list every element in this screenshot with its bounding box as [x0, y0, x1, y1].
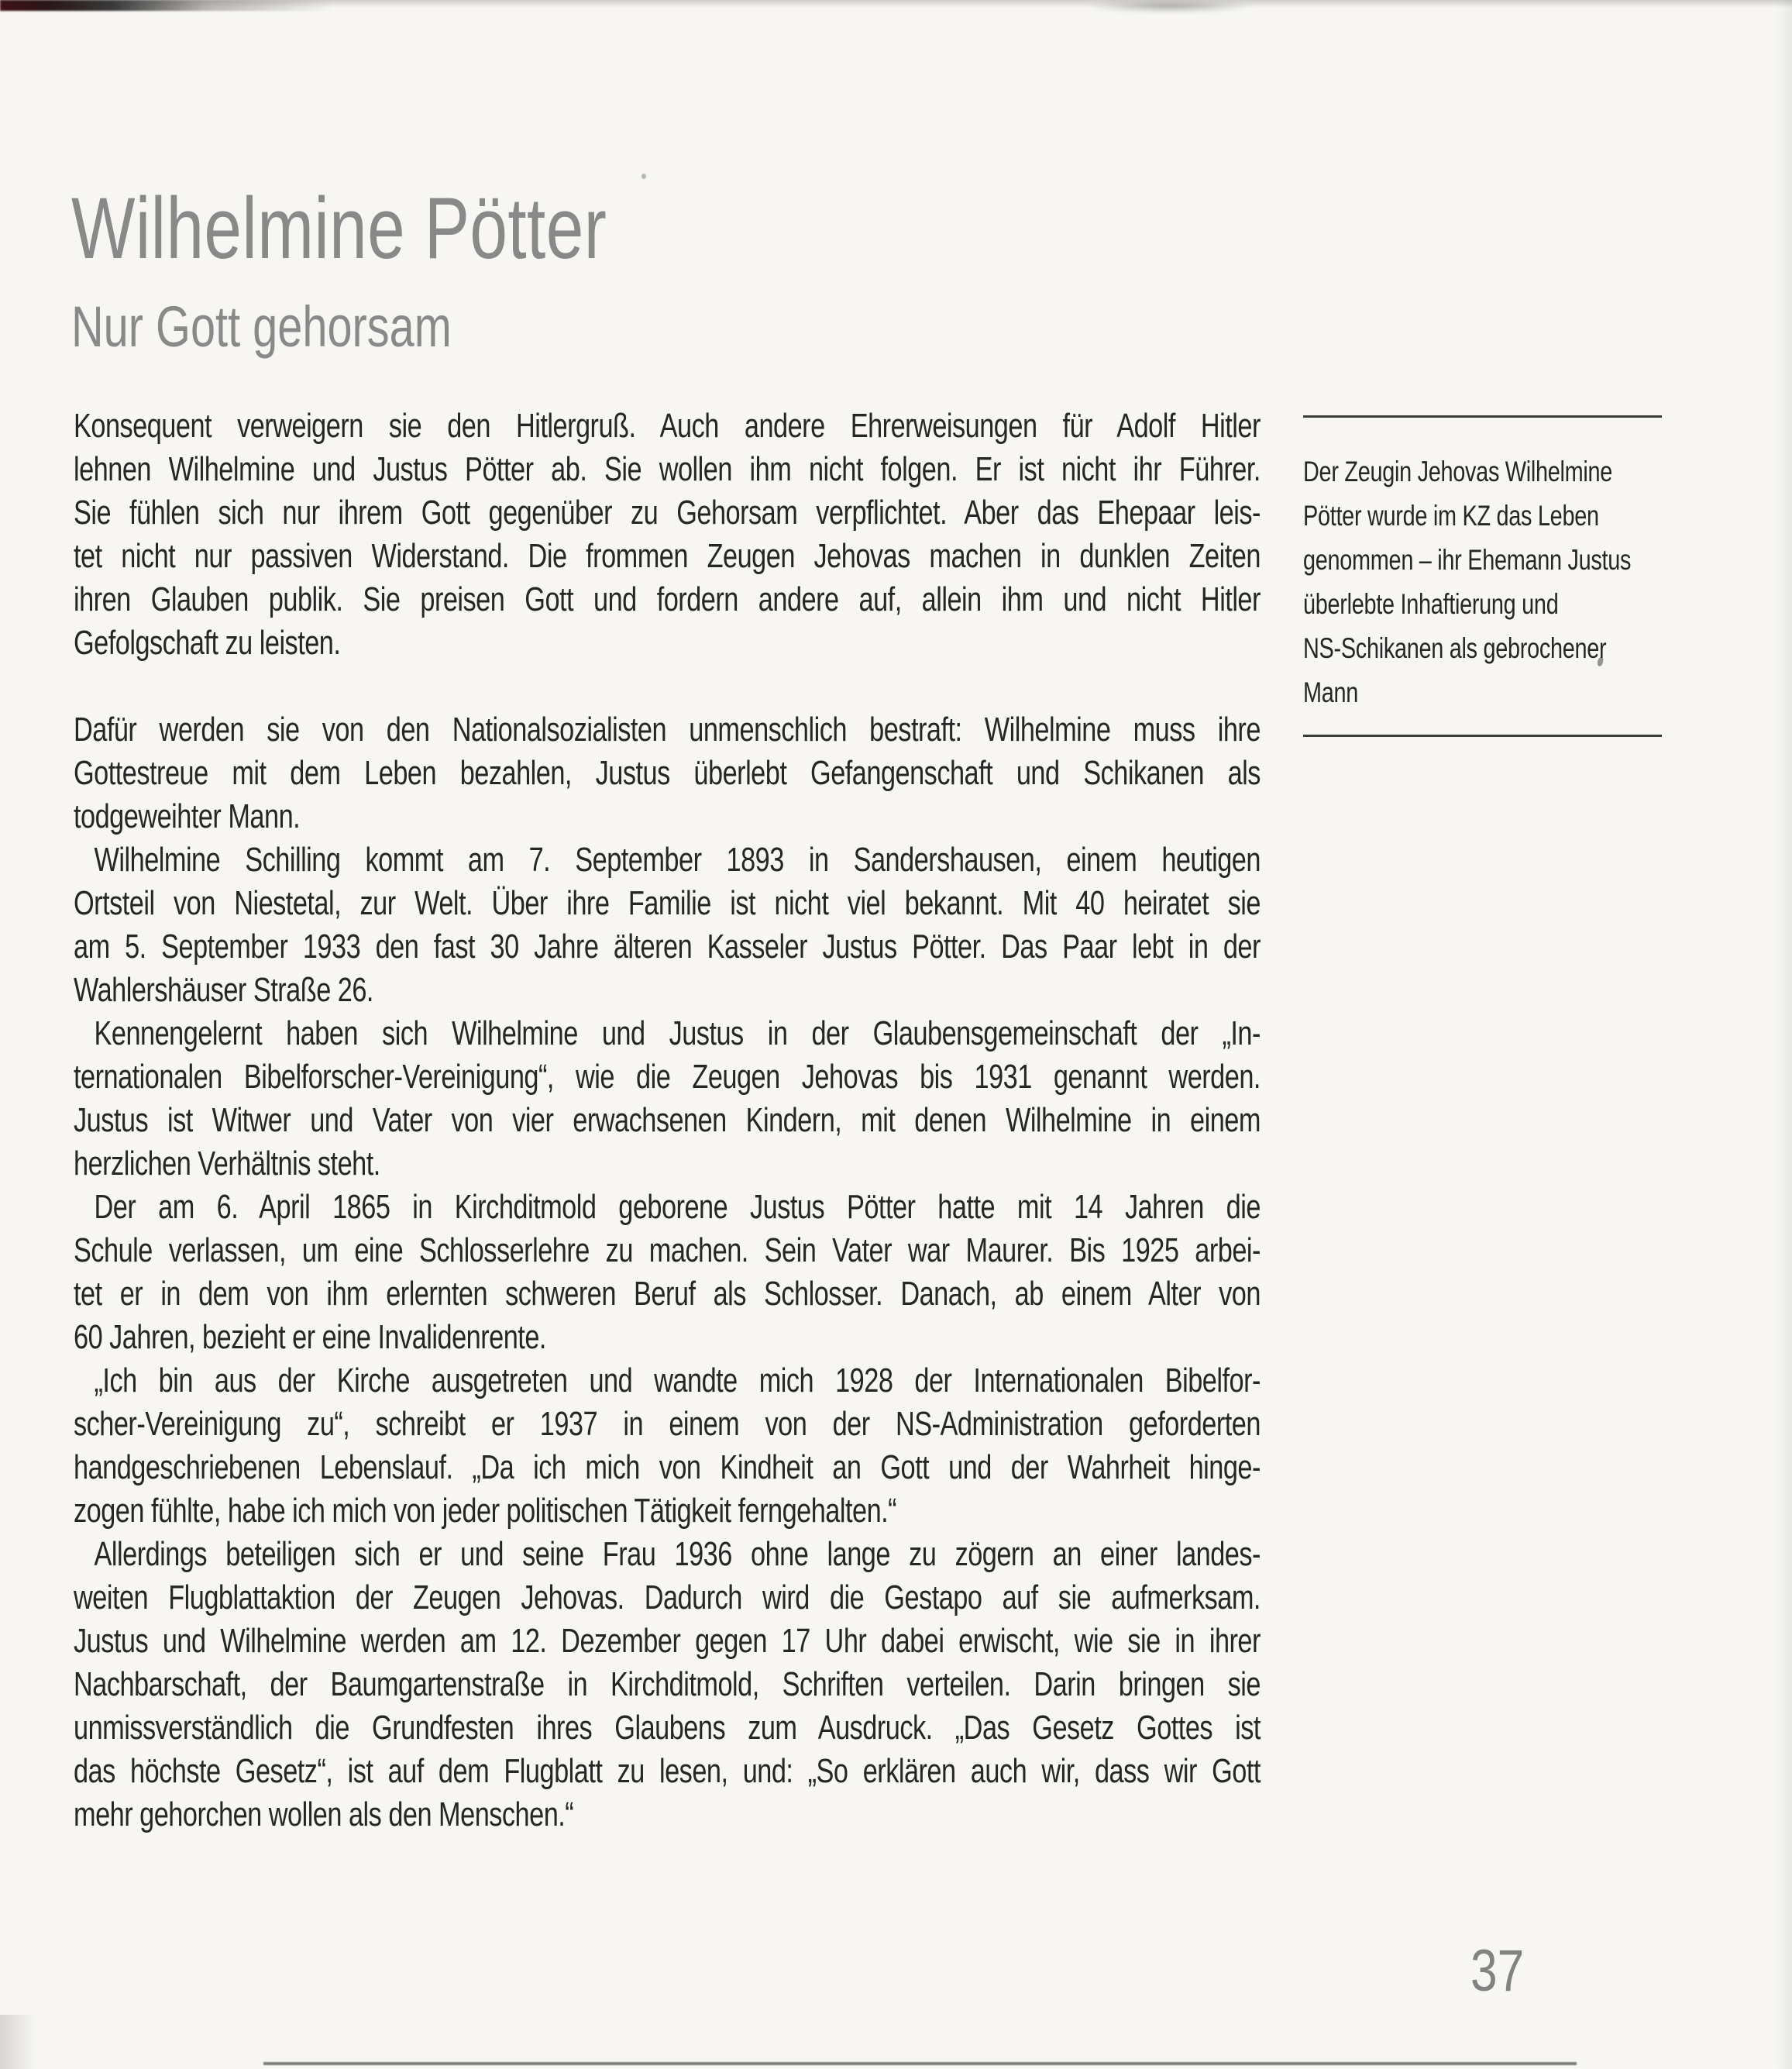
body-line: Konsequent verweigern sie den Hitlergruß. Auch andere Ehrerweisungen für Adolf Hitler	[74, 407, 1261, 445]
margin-note-line: Der Zeugin Jehovas Wilhelmine	[1303, 456, 1613, 487]
body-line: herzlichen Verhältnis steht.	[74, 1145, 380, 1183]
body-line: 60 Jahren, bezieht er eine Invalidenrente.	[74, 1318, 546, 1356]
body-line: ihren Glauben publik. Sie preisen Gott und fordern andere auf, allein ihm und nicht Hitler	[74, 580, 1261, 618]
margin-note	[1303, 449, 1666, 714]
body-line: Sie fühlen sich nur ihrem Gott gegenüber zu Gehorsam verpflichtet. Aber das Ehepaar leis-	[74, 494, 1261, 532]
body-line: mehr gehorchen wollen als den Menschen.“	[74, 1795, 574, 1833]
body-line: am 5. September 1933 den fast 30 Jahre älteren Kasseler Justus Pötter. Das Paar lebt in der	[74, 928, 1261, 966]
scan-artifact-right-shade	[1775, 0, 1792, 2069]
body-line: handgeschriebenen Lebenslauf. „Da ich mich von Kindheit an Gott und der Wahrheit hinge-	[74, 1448, 1261, 1486]
margin-note-rule-bottom	[1303, 735, 1662, 737]
body-line: Ortsteil von Niestetal, zur Welt. Über ihre Familie ist nicht viel bekannt. Mit 40 heiratet sie	[74, 884, 1261, 922]
page-number: 37	[1470, 1938, 1525, 2004]
body-line: zogen fühlte, habe ich mich von jeder politischen Tätigkeit ferngehalten.“	[74, 1492, 897, 1530]
body-paragraph	[74, 1186, 1261, 1359]
body-line: Kennengelernt haben sich Wilhelmine und Justus in der Glaubensgemeinschaft der „In-	[94, 1014, 1261, 1052]
body-line: todgeweihter Mann.	[74, 797, 301, 835]
margin-note-line: überlebte Inhaftierung und	[1303, 588, 1559, 620]
margin-note-rule-top	[1303, 415, 1662, 418]
body-line: Allerdings beteiligen sich er und seine Frau 1936 ohne lange zu zögern an einer landes-	[94, 1535, 1261, 1573]
scan-artifact-bottom-line	[263, 2062, 1577, 2065]
body-line: tet nicht nur passiven Widerstand. Die frommen Zeugen Jehovas machen in dunklen Zeiten	[74, 537, 1261, 575]
body-line: ternationalen Bibelforscher-Vereinigung“, wie die Zeugen Jehovas bis 1931 genannt werden.	[74, 1058, 1261, 1096]
margin-note-line: Pötter wurde im KZ das Leben	[1303, 500, 1599, 532]
body-line: das höchste Gesetz“, ist auf dem Flugblatt zu lesen, und: „So erklären auch wir, dass wir Gott	[74, 1752, 1261, 1790]
body-line: Gefolgschaft zu leisten.	[74, 624, 341, 662]
margin-note-line: genommen – ihr Ehemann Justus	[1303, 544, 1632, 576]
body-line: „Ich bin aus der Kirche ausgetreten und wandte mich 1928 der Internationalen Bibelfor-	[94, 1362, 1261, 1399]
scan-artifact-bottom-left	[0, 2015, 35, 2069]
body-line: Dafür werden sie von den Nationalsozialisten unmenschlich bestraft: Wilhelmine muss ihre	[74, 711, 1261, 749]
body-text	[74, 405, 1261, 1837]
body-line: scher-Vereinigung zu“, schreibt er 1937 in einem von der NS-Administration geforderten	[74, 1405, 1261, 1443]
body-paragraph	[74, 708, 1261, 838]
scan-artifact-speck	[641, 174, 646, 179]
body-line: weiten Flugblattaktion der Zeugen Jehovas. Dadurch wird die Gestapo auf sie aufmerksam.	[74, 1578, 1261, 1616]
body-line: Justus ist Witwer und Vater von vier erwachsenen Kindern, mit denen Wilhelmine in einem	[74, 1101, 1261, 1139]
body-paragraph	[74, 405, 1261, 665]
body-paragraph	[74, 1359, 1261, 1533]
body-line: Wilhelmine Schilling kommt am 7. September 1893 in Sandershausen, einem heutigen	[94, 841, 1261, 879]
scan-artifact-top-blob	[1085, 0, 1255, 12]
body-line: tet er in dem von ihm erlernten schweren Beruf als Schlosser. Danach, ab einem Alter von	[74, 1275, 1261, 1313]
page-subtitle: Nur Gott gehorsam	[71, 294, 452, 359]
body-line: Der am 6. April 1865 in Kirchditmold geborene Justus Pötter hatte mit 14 Jahren die	[94, 1188, 1261, 1226]
margin-note-line: NS-Schikanen als gebrochener	[1303, 632, 1607, 664]
body-line: Wahlershäuser Straße 26.	[74, 971, 373, 1009]
body-paragraph	[74, 838, 1261, 1012]
body-line: Nachbarschaft, der Baumgartenstraße in Kirchditmold, Schriften verteilen. Darin bringen sie	[74, 1665, 1261, 1703]
body-line: lehnen Wilhelmine und Justus Pötter ab. Sie wollen ihm nicht folgen. Er ist nicht ihr Führer.	[74, 450, 1261, 488]
scan-artifact-top-left-smudge	[0, 0, 333, 11]
page-title: Wilhelmine Pötter	[71, 180, 607, 277]
body-line: Gottestreue mit dem Leben bezahlen, Justus überlebt Gefangenschaft und Schikanen als	[74, 754, 1261, 792]
body-line: unmissverständlich die Grundfesten ihres Glaubens zum Ausdruck. „Das Gesetz Gottes ist	[74, 1709, 1261, 1747]
body-line: Schule verlassen, um eine Schlosserlehre zu machen. Sein Vater war Maurer. Bis 1925 arbei-	[74, 1231, 1261, 1269]
body-paragraph	[74, 1533, 1261, 1837]
body-paragraph	[74, 1012, 1261, 1186]
body-line: Justus und Wilhelmine werden am 12. Dezember gegen 17 Uhr dabei erwischt, wie sie in ihrer	[74, 1622, 1261, 1660]
margin-note-line: Mann	[1303, 676, 1359, 708]
